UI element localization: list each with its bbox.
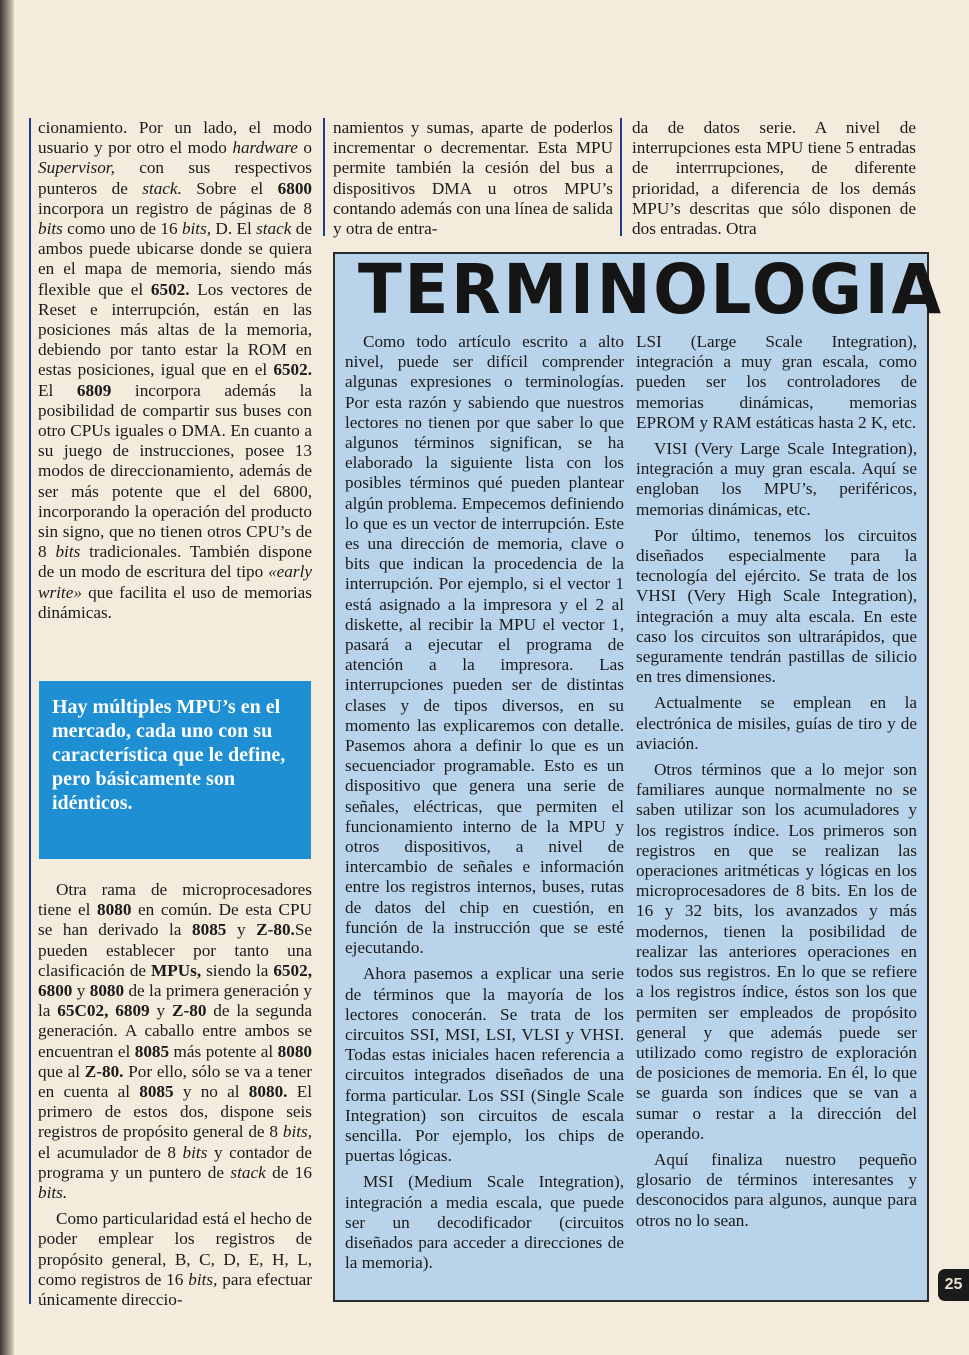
- terminology-title: TERMINOLOGIA: [358, 250, 944, 330]
- paragraph: LSI (Large Scale Integration), integración a muy gran escala, como pueden ser los controladores de memorias dinámicas, memorias EPROM y RAM estáticas hasta 2 K, etc.: [636, 332, 917, 432]
- terminology-column-right: [636, 332, 917, 1237]
- terminology-column-left: [345, 332, 624, 1279]
- paragraph: Actualmente se emplean en la electrónica de misiles, guías de tiro y de aviación.: [636, 693, 917, 753]
- paragraph: Otra rama de microprocesadores tiene el 8080 en común. De esta CPU se han derivado la 8085 y Z-80.Se pueden establecer por tanto una clasificación de MPUs, siendo la 6502, 6800 y 8080 de la primera generación y la 65C02, 6809 y Z-80 de la segunda generación. A caballo entre ambos se encuentran el 8085 más potente al 8080 que al Z-80. Por ello, sólo se va a tener en cuenta al 8085 y no al 8080. El primero de estos dos, dispone seis registros de propósito general de 8 bits, el acumulador de 8 bits y contador de programa y un puntero de stack de 16 bits.: [38, 880, 313, 1203]
- paragraph: Aquí finaliza nuestro pequeño glosario de términos interesantes y desconocidos para algunos, aunque para otros no lo sean.: [636, 1149, 917, 1230]
- page-number: 25: [938, 1269, 969, 1301]
- paragraph: Por último, tenemos los circuitos diseñados especialmente para la tecnología del ejército. Se trata de los VHSI (Very High Scale Integration), integración a muy alta escala. En este caso los circuitos son ultrarápidos, que seguramente tendrán pastillas de silicio en tres dimensiones.: [636, 525, 917, 687]
- paragraph: Como todo artículo escrito a alto nivel, puede ser difícil comprender algunas expresiones o terminologías. Por esta razón y sabiendo que nuestros lectores no tienen por que saber lo que algunos términos significan, se ha elaborado la siguiente lista con los posibles términos qué pueden plantear algún problema. Empecemos definiendo lo que es un vector de interrupción. Este es una dirección de memoria, clave o bits que indican la procedencia de la interrupción. Por ejemplo, si el vector 1 está asignado a la impresora y el 2 al diskette, al recibir la MPU el vector 1, pasará a ejecutar el programa de atención a la impresora. Las interrupciones pueden ser de distintas clases y de tipos diversos, en su momento las explicaremos con detalle. Pasemos ahora a definir lo que es un secuenciador programable. Esto es un dispositivo que genera una serie de señales, eléctricas, que permiten el funcionamiento interno de la MPU y otros dispositivos, a nivel de intercambio de señales e información entre los registros internos, buses, rutas de datos del chip en cuestión, en función de la instrucción que se esté ejecutando.: [345, 332, 624, 958]
- paragraph: da de datos serie. A nivel de interrupciones esta MPU tiene 5 entradas de interrrupciones, de diferente prioridad, a diferencia de los demás MPU’s descritas que sólo disponen de dos entradas. Otra: [632, 118, 916, 239]
- paragraph: Otros términos que a lo mejor son familiares aunque normalmente no se saben utilizar son los acumuladores y los registros índice. Los primeros son registros en que se realizan las operaciones aritméticas y lógicas en los microprocesadores de 8 bits. En los de 16 y 32 bits, los avanzados y más modernos, tienen la posibilidad de realizar las anteriores operaciones en todos sus registros. En lo que se refiere a los registros índice, éstos son los que permiten ser empleados de propósito general y que además puede ser utilizado como registro de exploración de posiciones de memoria. En él, lo que se guarda son índices que se van a sumar o restar a la dirección del operando.: [636, 760, 917, 1143]
- article-column-2-top: [333, 118, 613, 245]
- paragraph: Como particularidad está el hecho de poder emplear los registros de propósito general, B, C, D, E, H, L, como registros de 16 bits, para efectuar únicamente direccio-: [38, 1209, 312, 1310]
- page-spine-shadow: [0, 0, 14, 1355]
- column-rule-left: [29, 118, 31, 1304]
- column-rule-right: [620, 118, 622, 236]
- column-rule-middle: [323, 118, 325, 236]
- article-column-3-top: [632, 118, 916, 245]
- paragraph: VISI (Very Large Scale Integration), integración a muy gran escala. Aquí se engloban los MPU’s, periféricos, memorias dinámicas, etc.: [636, 439, 917, 519]
- article-column-1-bottom: [38, 880, 312, 1316]
- paragraph: namientos y sumas, aparte de poderlos incrementar o decrementar. Esta MPU permite también la cesión del bus a dispositivos DMA u otros MPU’s contando además con una línea de salida y otra de entra-: [333, 118, 613, 239]
- paragraph: MSI (Medium Scale Integration), integración a media escala, que puede ser un decodificador (circuitos diseñados para acceder a direcciones de la memoria).: [345, 1172, 624, 1273]
- paragraph: cionamiento. Por un lado, el modo usuario y por otro el modo hardware o Supervisor, con sus respectivos punteros de stack. Sobre el 6800 incorpora un registro de páginas de 8 bits como uno de 16 bits, D. El stack de ambos puede ubicarse donde se quiera en el mapa de memoria, siendo más flexible que el 6502. Los vectores de Reset e interrupción, están en las posiciones más altas de la memoria, debiendo por tanto estar la ROM en estas posiciones, igual que en el 6502. El 6809 incorpora además la posibilidad de compartir sus buses con otro CPUs iguales o DMA. En cuanto a su juego de instrucciones, posee 13 modos de direccionamiento, además de ser más potente que el del 6800, incorporando la operación del producto sin signo, que no tienen otros CPU’s de 8 bits tradicionales. También dispone de un modo de escritura del tipo «early write» que facilita el uso de memorias dinámicas.: [38, 118, 313, 622]
- paragraph: Ahora pasemos a explicar una serie de términos que la mayoría de los lectores conocerán. Se trata de los circuitos SSI, MSI, LSI, VLSI y VHSI. Todas estas iniciales hacen referencia a circuitos integrados diseñados de una forma particular. Los SSI (Single Scale Integration) son circuitos de escala sencilla. Por ejemplo, los chips de puertas lógicas.: [345, 964, 624, 1166]
- pullquote-text: Hay múltiples MPU’s en el mercado, cada uno con su característica que le define, pero básicamente son idénticos.: [52, 696, 286, 814]
- pullquote-box: [39, 681, 311, 859]
- article-column-1-top: [38, 118, 312, 629]
